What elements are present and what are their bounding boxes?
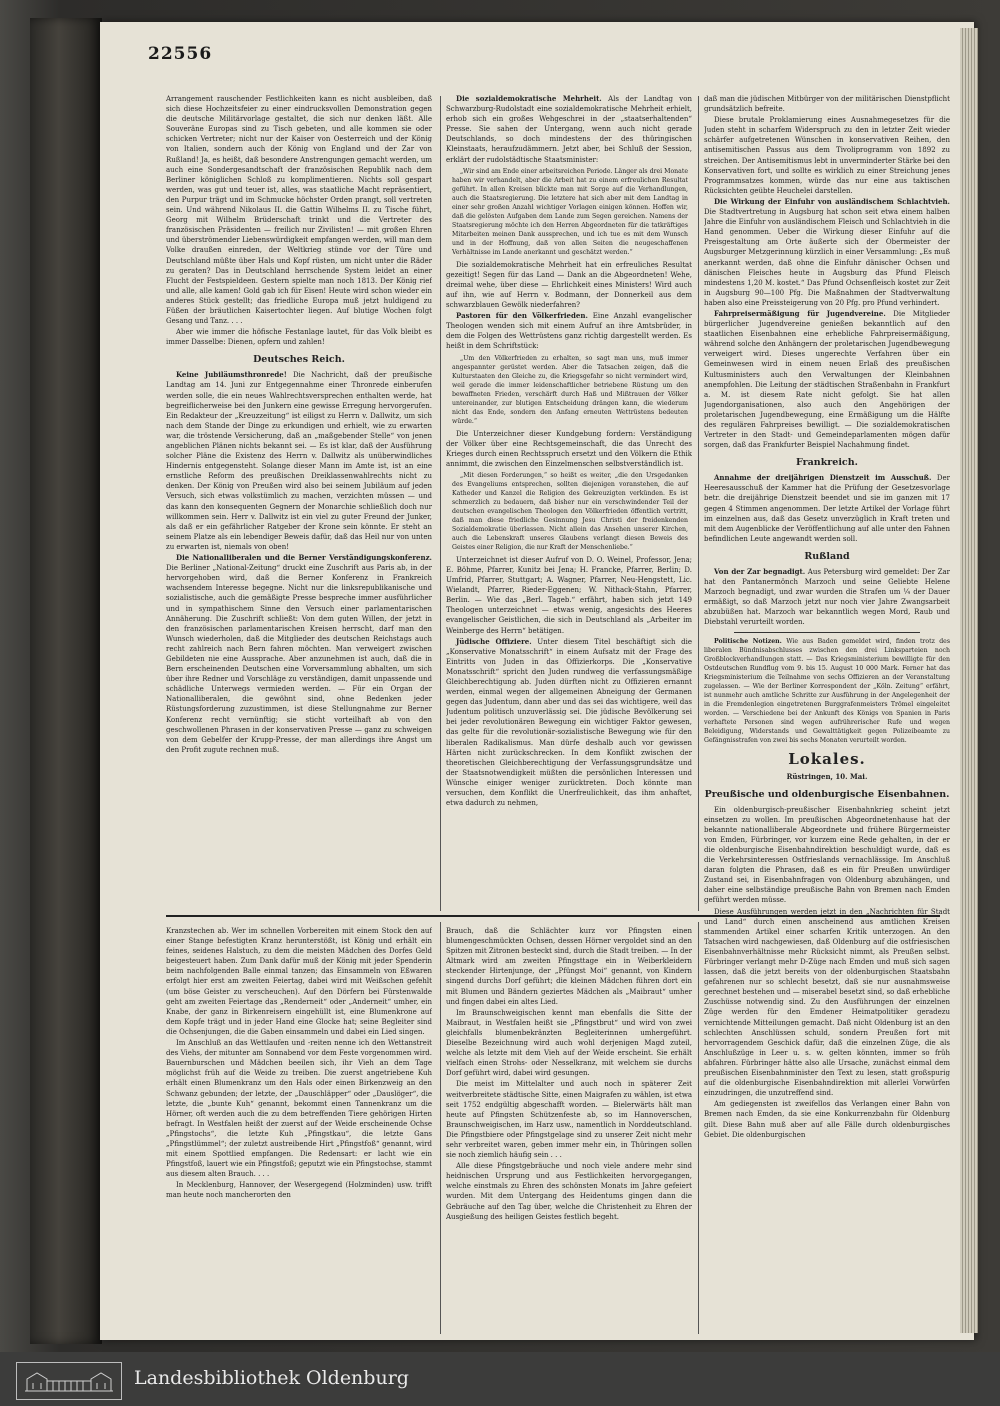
article-text: Ein oldenburgisch-preußischer Eisenbahnkrieg scheint jetzt einsetzen zu wollen. Im preußischen Abgeordnetenhause hat der bekannte nationalliberale Abgeordnete und frühere Bürgermeister von Emden, Fürbringer, vor kurzem eine Rede gehalten, in der er die oldenburgische Eisenbahndirektion beschuldigt wurde, daß es die Verkehrsinteressen Ostfrieslands vernachlässige. Im Anschluß daran folgten die Phrasen, daß es ein für Preußen unwürdiger Zustand sei, in Eisenbahnfragen von Oldenburg abzuhängen, und daher eine selbständige preußische Bahn von Bremen nach Emden geführt werden müsse. (704, 805, 950, 905)
article-text: Kranzstechen ab. Wer im schnellen Vorbereiten mit einem Stock den auf einer Stange befestigten Kranz herunterstößt, ist König und erhält ein feines, seidenes Halstuch, zu dem die meisten Mädchen des Dorfes Geld beigesteuert haben. Zum Dank dafür muß der König mit jeder Spenderin beim nachfolgenden Balle einmal tanzen; das Einsammeln von Eßwaren erfolgt hier erst am zweiten Feiertag, dabei wird mit Weißschen gefehlt (um böse Geister zu verscheuchen). Auf den Dörfern bei Fürstenwalde geht am zweiten Feiertage das „Renderneit“ oder „Anderneit“ umher, ein Knabe, der ganz in Birkenreisern eingehüllt ist, eine Blumenkrone auf dem Kopfe trägt und in jeder Hand eine Glocke hat; seine Begleiter sind die Ochsenjungen, die die Gaben einsammeln und dabei ein Lied singen. (166, 927, 432, 1036)
column-divider (698, 922, 699, 1334)
article-text: Brauch, daß die Schlächter kurz vor Pfingsten einen blumengeschmückten Ochsen, dessen Hörner vergoldet sind an den Spitzen mit Zitronen besteckt sind, durch die Stadt treiben. — In der Altmark wird am zweiten Pfingsttage ein in Weiberkleidern steckender Hirtenjunge, der „Pfüngst Moi“ genannt, von Kindern singend durchs Dorf geführt; die kleinen Mädchen führen dort ein mit Blumen und Bändern geziertes Mädchen als „Maibraut“ umher und fingen dabei ein altes Lied. (446, 927, 692, 1006)
article-paragraph (446, 311, 692, 351)
notes-paragraph (704, 637, 950, 745)
article-text: Preußische und oldenburgische Eisenbahnen. (704, 788, 950, 800)
article-subheading: Die sozialdemokratische Mehrheit. (456, 94, 602, 103)
article-text: „Mit diesen Forderungen,“ so heißt es weiter, „die den Ursgedanken des Evangeliums entsprechen, sollten diejenigen voranstehen, die auf Katheder und Kanzel die Religion des Gekreuzigten verkünden. Es ist schmerzlich zu bedauern, daß bisher nur ein verschwindender Teil der deutschen evangelischen Theologen den Völkerfrieden öffentlich vertritt, daß man diese friedliche Gesinnung Jesu Christi der freidenkenden Sozialdemokratie überlassen. Nicht allein das Ansehen unserer Kirchen, auch die Lebenskraft unseres Glaubens verlangt diesen Beweis des Geistes einer Religion, die nur Kraft der Menschenliebe.“ (452, 471, 688, 551)
library-logo (16, 1362, 122, 1400)
quoted-paragraph (452, 471, 688, 552)
article-text: Die Berliner „National-Zeitung“ druckt eine Zuschrift aus Paris ab, in der hervorgehoben wird, daß die Berner Konferenz in Frankreich wachsendem Interesse begegne. Nicht nur die linksrepublikanische und sozialistische, auch die gemäßigte Presse bespreche immer ausführlicher und in sympathischem Sinne den Versuch einer parlamentarischen Annäherung. Die Zuschrift schließt: Von dem guten Willen, der jetzt in den französischen parlamentarischen Kreisen herrscht, darf man den Wunsch wiederholen, daß die Mitglieder des deutschen Reichstags auch recht zahlreich nach Bern fahren möchten. Man verweigert zwischen Gebildeten nie eine Aussprache. Aber anzunehmen ist auch, daß die in Bern erscheinenden Deutschen eine Vorversammlung abhalten, um sich über ihre Redner und Vorschläge zu verständigen, damit unpassende und schädliche Unterwegs vermieden werden. — Für ein Organ der Nationalliberalen, die gewöhnt sind, ohne Bedenken jeder Rüstungsforderung zuzustimmen, ist diese Stellungnahme zur Berner Konferenz recht vernünftig; sie sticht vorteilhaft ab von den geschwollenen Phrasen in der konservativen Presse — ganz zu schweigen von dem Gebelfer der Krupp-Presse, der man allerdings ihre Angst um den Profit zugute rechnen muß. (166, 564, 432, 754)
column-1-top (166, 94, 432, 912)
article-text: Im Braunschweigischen kennt man ebenfalls die Sitte der Maibraut, in Westfalen heißt sie „Pfingstbrut“ und wird von zwei gleichfalls blumenbekränzten Begleiterinnen umhergeführt. Dieselbe Bezeichnung wird auch wohl derjenigen Magd zuteil, welche als letzte mit dem Vieh auf der Weide erscheint. Sie erhält vielfach einen Strohs- oder Nesselkranz, mit welchem sie durchs Dorf geführt wird, dabei wird gesungen. (446, 1008, 692, 1078)
article-text: Unterzeichnet ist dieser Aufruf von D. O. Weinel, Professor, Jena; E. Böhme, Pfarrer, Kunitz bei Jena; H. Francke, Pfarrer, Berlin; D. Umfrid, Pfarrer, Stuttgart; A. Wagner, Pfarrer, Neu-Hengstett, Lic. Wielandt, Pfarrer, Rieder-Eggenen; W. Nithack-Stahn, Pfarrer, Berlin. — Wie das „Berl. Tageb.“ erfährt, haben sich jetzt 149 Theologen unterzeichnet — etwas wenig, angesichts des Heeres evangelischer Geistlichen, die sich in Deutschland als „Arbeiter im Weinberge des Herrn“ betätigen. (446, 555, 692, 635)
article-text: Deutsches Reich. (253, 354, 345, 366)
article-subheading: Fahrpreisermäßigung für Jugendvereine. (714, 308, 886, 318)
footer-bar (0, 1352, 1000, 1406)
quoted-paragraph (452, 167, 688, 257)
article-text: „Wir sind am Ende einer arbeitsreichen Periode. Länger als drei Monate haben wir verhandelt, aber die Arbeit hat zu einem erfreulichen Resultat geführt. In allen Kreisen blickte man mit Sorge auf die Verhandlungen, auch die Staatsregierung. Die letztere hat sich aber mit dem Landtag in einer sehr großen Anzahl wichtiger Vorlagen einigen können. Hoffen wir, daß die gelösten Aufgaben dem Lande zum Segen gereichen. Namens der Staatsregierung möchte ich den Herren Abgeordneten für die tatkräftiges Mitarbeiten meinen Dank aussprechen, und ich tue es mit dem Wunsch und in der Hoffnung, daß von allen Seiten die neugeschaffenen Verhältnisse im Lande anerkannt und geschätzt werden.“ (452, 167, 688, 256)
page-edges (960, 28, 978, 1333)
article-paragraph (704, 115, 950, 196)
article-paragraph (166, 370, 432, 552)
article-text: Im Anschluß an das Wettlaufen und -reiten nenne ich den Wettanstreit des Viehs, der mitunter am Sonnabend vor dem Feste vorgenommen wird. Bauernburschen und Mädchen beeilen sich, ihr Vieh an dem Tage möglichst früh auf die Weide zu treiben. Die zuerst angetriebene Kuh erhält einen Blumenkranz um den Hals oder einen Birkenzweig an den Schwanz gebunden; der letzte, der „Dauschläpper“ oder „Dauslöger“, die letzte, die „bunte Kuh“ genannt, bekommt einen Tannenkranz um die Hörner, oft werden auch die zu dem betreffenden Tiere gehörigen Hirten befragt. In Westfalen heißt der zuerst auf der Weide erscheinende Ochse „Pfingstochs“, die letzte Kuh „Pfingstkau“, die letzte Gans „Pfingstlümmel“; der zuletzt austreibende Hirt „Pfingstfoß“ genannt, wird mit einem Spottlied empfangen. Die Redensart: er lacht wie ein Pfingstfoß, lauert wie ein Pfingstfoß; geputzt wie ein Pfingstochse, stammt aus diesem alten Brauch. . . . (166, 1039, 432, 1179)
column-divider (440, 922, 441, 1334)
page-number: 22556 (148, 44, 213, 64)
dateline (704, 772, 950, 782)
article-text: Eine Anzahl evangelischer Theologen wenden sich mit einem Aufruf an ihre Amtsbrüder, in dem die Folgen des Wettrüstens ganz richtig dargestellt werden. Es heißt in dem Schriftstück: (446, 312, 692, 351)
article-text: Frankreich. (796, 457, 858, 469)
article-paragraph (446, 429, 692, 469)
article-text: Die Unterzeichner dieser Kundgebung fordern: Verständigung der Völker über eine Rechtsgemeinschaft, die das Unrecht des Krieges durch einen Rechtsspruch ersetzt und den Völkern die Ethik annimmt, die zwischen den Einzelmenschen selbstverständlich ist. (446, 429, 692, 468)
column-3 (704, 94, 950, 1334)
column-divider (698, 96, 699, 911)
article-text: Die sozialdemokratische Mehrheit hat ein erfreuliches Resultat gezeitigt! Segen für das Land — Dank an die Abgeordneten! Wehe, dreimal wehe, über diese — Ehrlichkeit eines Ministers! Wird auch auf ihn, wie auf Herrn v. Bodmann, der Donnerkeil aus dem schwarzblauen Gewölk niederfahren? (446, 260, 692, 310)
article-text: Wie aus Baden gemeldet wird, finden trotz des liberalen Bündnisabschlusses zwischen den drei Linksparteien noch Großblockverhandlungen statt. — Das Kriegsministerium bewilligte für den Ostdeutschen Rundflug vom 9. bis 15. August 10 000 Mark. Ferner hat das Kriegsministerium die Teilnahme von sechs Offizieren an der Veranstaltung zugelassen. — Wie der Berliner Korrespondent der „Köln. Zeitung“ erfährt, ist nunmehr auch amtliche Schritte zur Ausführung in der Angelegenheit der in die Fremdenlegion eingetretenen Burggrafenmeisters Trömel eingeleitet worden. — Verschiedene bei der Ankunft des Königs von Spanien in Paris verhaftete Personen sind wegen aufrührerischer Rufe und wegen Beleidigung, Widerstands und Gewalttätigkeit gegen Polizeibeamte zu Gefängnisstrafen von zwei bis sechs Monaten verurteilt worden. (704, 637, 950, 744)
article-text: Aber wie immer die höfische Festanlage lautet, für das Volk bleibt es immer Dasselbe: Dienen, opfern und zahlen! (166, 328, 432, 347)
article-subheading: Jüdische Offiziere. (456, 636, 532, 646)
section-title (704, 749, 950, 769)
article-paragraph (446, 260, 692, 310)
article-paragraph (704, 309, 950, 450)
article-text: Die Stadtvertretung in Augsburg hat schon seit etwa einem halben Jahre die Einfuhr von ausländischem Fleisch und Schlachtvieh in die Hand genommen. Ueber die Wirkung dieser Einfuhr auf die Preisgestaltung am Orte äußerte sich der Obermeister der Augsburger Metzgerinnung kürzlich in einer Versammlung: „Es muß anerkannt werden, daß ohne die Einfuhr dänischer Ochsen und dänischen Fleisches heute in Augsburg das Pfund Fleisch mindestens 1,20 M. kostet.“ Das Pfund Ochsenfleisch kostet zur Zeit in Augsburg 90—100 Pfg. Die Maßnahmen der Stadtverwaltung haben also eine Preissteigerung von 20 Pfg. pro Pfund verhindert. (704, 208, 950, 307)
article-text: Arrangement rauschender Festlichkeiten kann es nicht ausbleiben, daß sich diese Hochzeitsfeier zu einer eindrucksvollen Demonstration gegen die deutsche Militärvorlage gestaltet, die sich nur denken läßt. Alle Souveräne Europas sind zu Tisch gebeten, und alle kommen sie oder schicken Vertreter; nicht nur der Kaiser von Oesterreich und der König von Italien, sondern auch der König von England und der Zar von Rußland! Ja, es heißt, daß besondere Anstrengungen gemacht werden, um auch eine Sondergesandtschaft der französischen Republik nach dem Berliner königlichen Schloß zu komplimentieren. Nichts soll gespart werden, was gut und teuer ist, alles, was staatliche Macht repräsentiert, den Purpur trägt und im Schmucke höchster Orden prangt, soll vertreten sein. Und während Nikolaus II. die Gattin Wilhelms II. zu Tische führt, Georg mit Wilhelm Brüderschaft trinkt und die Vertreter des französischen Präsidenten — freilich nur Zivilisten! — mit großen Ehren und überströmender Liebenswürdigkeit empfangen werden, will man dem Volke draußen einreden, der Weltkrieg stünde vor der Türe und Deutschland müßte über Hals und Kopf rüsten, um nicht unter die Räder zu geraten? Das in Deutschland herrschende System leidet an einer Flucht der Festspieldeen. Gestern spielte man noch 1813. Der König rief und alle, alle kamen! Gold gab ich für Eisen! Heute wird schon wieder ein anderes Stück gestellt; das friedliche Europa muß jetzt huldigend zu Füßen der bräutlichen Kaisertochter liegen. Auf blutige Wochen folgt Gesang und Tanz. . . . (166, 95, 432, 326)
article-paragraph (446, 1161, 692, 1222)
article-text: Alle diese Pfingstgebräuche und noch viele andere mehr sind heidnischen Ursprung und aus Festlichkeiten hervorgegangen, welche einstmals zu Ehren des schönsten Monats im Jahre gefeiert wurden. Mit dem Untergang des Heidentums gingen dann die Gebräuche auf den Tag über, welche die Christenheit zu Ehren der Ausgießung des heiligen Geistes festlich begeht. (446, 1162, 692, 1221)
section-heading (704, 550, 950, 563)
column-2-bottom (446, 926, 692, 1334)
article-text: daß man die jüdischen Mitbürger von der militärischen Dienstpflicht grundsätzlich befreite. (704, 95, 950, 114)
article-paragraph (166, 553, 432, 755)
column-2-top (446, 94, 692, 912)
article-paragraph (166, 1038, 432, 1179)
article-text: Diese brutale Proklamierung eines Ausnahmegesetzes für die Juden steht in scharfem Widerspruch zu den in letzter Zeit wieder schärfer aufgetretenen Wünschen in konservativen Reihen, den antisemitischen Passus aus dem Tivoliprogramm von 1892 zu streichen. Der Antisemitismus lebt in unverminderter Stärke bei den Konservativen fort, und sollte es wirklich zu einer Streichung jenes Programmsatzes kommen, würde das nur eine aus taktischen Rücksichten geübte Heuchelei darstellen. (704, 116, 950, 195)
article-subheading: Die Wirkung der Einfuhr von ausländischem Schlachtvieh. (714, 196, 950, 206)
library-name: Landesbibliothek Oldenburg (134, 1367, 409, 1389)
article-text: Lokales. (788, 749, 866, 768)
article-paragraph (166, 94, 432, 326)
article-paragraph (446, 1008, 692, 1079)
column-1-bottom (166, 926, 432, 1334)
article-paragraph (704, 907, 950, 1099)
article-text: Die Mitglieder bürgerlicher Jugendvereine genießen bekanntlich auf den staatlichen Eisenbahnen eine erhebliche Fahrpreisermäßigung, während solche den Anhängern der proletarischen Jugendbewegung verweigert wird. Dieses ungerechte Verfahren über ein Gemeinwesen wird in einem neuen Erlaß des preußischen Kultusministers auch den Verwaltungen der Kleinbahnen anempfohlen. Die Leitung der städtischen Straßenbahn in Frankfurt a. M. ist diesem Rate nicht gefolgt. Sie hat allen Jugendorganisationen, also auch den Angehörigen der proletarischen Jugendbewegung, eine Ermäßigung um die Hälfte des regulären Fahrpreises bewilligt. — Die sozialdemokratischen Vertreter in den Stadt- und Gemeindeparlamenten mögen dafür sorgen, daß das Frankfurter Beispiel Nachahmung findet. (704, 309, 950, 450)
article-paragraph (704, 567, 950, 628)
article-paragraph (446, 637, 692, 809)
article-paragraph (446, 926, 692, 1007)
article-paragraph (704, 94, 950, 114)
building-icon (23, 1369, 115, 1393)
article-text: Aus Petersburg wird gemeldet: Der Zar hat den Pantanermönch Marzoch und seine Geliebte Helene Marzoch begnadigt, und zwar wurden die Strafen um ¼ der Dauer ermäßigt, so daß Marzoch jetzt nur noch vier Jahre Zwangsarbeit abzubüßen hat. Marzoch war bekanntlich wegen Mord, Raub und Diebstahl verurteilt worden. (704, 567, 950, 627)
article-subheading: Die Nationalliberalen und die Berner Verständigungskonferenz. (176, 553, 432, 563)
book-binding (30, 18, 102, 1344)
article-paragraph (704, 1099, 950, 1139)
article-text: Unter diesem Titel beschäftigt sich die „Konservative Monatsschrift“ in einem Aufsatz mit der Frage des Eintritts von Juden in das Offizierkorps. Die „Konservative Monatsschrift“ spricht den Juden rundweg die verfassungsmäßige Gleichberechtigung ab. Juden dürften nicht zu Offizieren ernannt werden, einmal wegen der allgemeinen Abneigung der Germanen gegen das Judentum, dann aber und das sei das wichtigere, weil das Judentum politisch unzuverlässig sei. Die jüdische Bevölkerung sei bei jeder revolutionären Bewegung ein wichtiger Faktor gewesen, das gelte für die revolutionär-sozialistische Bewegung wie für den liberalen Radikalismus. Man dürfe deshalb auch vor gewissen Härten nicht zurückschrecken. In dem Konflikt zwischen der theoretischen Gleichberechtigung der Verfassungsgrundsätze und der Staatsnotwendigkeit müßten die persönlichen Interessen und Wünsche einiger weniger zurücktreten. Doch könnte man versuchen, dem Konflikt die Unerfreulichkeit, das ihm anhaftet, etwa dadurch zu nehmen, (446, 637, 692, 808)
article-paragraph (704, 473, 950, 544)
article-paragraph (446, 555, 692, 636)
article-subheading: Keine Jubiläumsthronrede! (176, 370, 287, 380)
article-text: Die meist im Mittelalter und auch noch in späterer Zeit weitverbreitete städtische Sitte, einen Maigrafen zu wählen, ist etwa seit 1752 endgültig abgeschafft worden. — Bielerwärts hält man heute auf Pfingsten Schützenfeste ab, so im Hannoverschen, Braunschweigischen, im Harz usw., namentlich in Norddeutschland. Die Pfingstbiere oder Pfingstgelage sind zu unserer Zeit nicht mehr sehr verbreitet waren, geben immer mehr ein, in Thüringen sollen sie noch ziemlich häufig sein . . . (446, 1080, 692, 1160)
article-subheading: Annahme der dreijährigen Dienstzeit im Ausschuß. (714, 473, 932, 483)
article-text: Der Heeresausschuß der Kammer hat die Prüfung der Gesetzesvorlage betr. die dreijährige Dienstzeit beendet und sie im ganzen mit 17 gegen 4 Stimmen angenommen. Der letzte Artikel der Vorlage führt im einzelnen aus, daß das Gesetz unverzüglich in Kraft treten und mit dem Augenblicke der Veröffentlichung auf alle unter den Fahnen befindlichen Leute angewandt werden soll. (704, 474, 950, 543)
article-paragraph (166, 1180, 432, 1200)
article-text: Rußland (804, 550, 850, 562)
article-paragraph (166, 926, 432, 1037)
article-paragraph (704, 197, 950, 308)
article-paragraph (446, 94, 692, 165)
article-text: „Um den Völkerfrieden zu erhalten, so sagt man uns, muß immer angespannter gerüstet werden. Aber die Tatsachen zeigen, daß die Kulturstaaten den Gleiche zu, die Kriegsgefahr so nicht vermindert wird, weil gerade die immer leidenschaftlicher betriebene Rüstung um den bewaffneten Frieden, verschärft durch Haß und Mißtrauen der Völker untereinander, zur blutigen Entscheidung drängen kann, die wiederum nicht das Ende, sondern den Anfang erneuten Wettrüstens bedeuten würde.“ (452, 354, 688, 425)
article-text: Diese Ausführungen werden jetzt in den „Nachrichten für Stadt und Land“ durch einen anscheinend aus amtlichen Kreisen stammenden Artikel einer scharfen Kritik unterzogen. An den Tatsachen wird nachgewiesen, daß Oldenburg auf die ostfriesischen Eisenbahnverhältnisse mehr Rücksicht nimmt, als Preußen selbst. Fürbringer verlangt mehr D-Züge nach Emden und muß sich sagen lassen, daß die jetzt bereits von der oldenburgischen Staatsbahn gefahrenen nur so schlecht besetzt, daß sie nur ausnahmsweise gerechnet bestehen und — miserabel besetzt sind, so daß erhebliche Zuschüsse notwendig sind. Zu den Ausführungen der einzelnen Züge werden für den Emdener Heimatpolitiker geradezu vernichtende Mitteilungen gemacht. Daß nicht Oldenburg ist an den schlechten Anschlüssen schuld, sondern Preußen fort mit hervorragendem Geschick dafür, daß die einzelnen Züge, die als Anschlußzüge in Leer u. s. w. gelten könnten, immer so früh abfahren. Fürbringer hätte also alle Ursache, zunächst einmal dem preußischen Eisenbahnminister den Text zu lesen, statt großspurig auf die oldenburgische Eisenbahndirektion mit allerlei Vorwürfen einzudringen, die unzutreffend sind. (704, 907, 950, 1098)
column-divider (440, 96, 441, 911)
section-heading (704, 456, 950, 469)
article-paragraph (446, 1079, 692, 1160)
article-paragraph (166, 327, 432, 347)
article-text: Als der Landtag von Schwarzburg-Rudolstadt eine sozialdemokratische Mehrheit erhielt, erhob sich ein großes Wehgeschrei in der „staatserhaltenden“ Presse. Sie sahen der Untergang, wenn auch nicht gerade Deutschlands, so doch mindestens der des thüringischen Kleinstaats, heraufzudämmern. Jetzt aber, bei Schluß der Session, erklärt der rudolstädtische Staatsminister: (446, 95, 692, 164)
article-text: Die Nachricht, daß der preußische Landtag am 14. Juni zur Entgegennahme einer Thronrede einberufen werden solle, die ein neues Wahlrechtsversprechen enthalten werde, hat begreiflicherweise bei den Junkern eine gewisse Erregung hervorgerufen. Ein Redakteur der „Kreuzzeitung“ ist eiligst zu Herrn v. Dallwitz, um sich nach dem Stande der Dinge zu erkundigen und erhielt, wie zu erwarten war, die tröstende Versicherung, daß an „maßgebender Stelle“ von jenen angeblichen Plänen nichts bekannt sei. — Es ist klar, daß der Ausführung solcher Pläne die Existenz des Herrn v. Dallwitz als unüberwindliches Hindernis entgegensteht. Solange dieser Mann im Amte ist, ist an eine ernstliche Reform des preußischen Dreiklassenwahlrechts nicht zu denken. Der König von Preußen wird also bei seinem Jubiläum auf jeden Versuch, sich etwas volkstümlich zu machen, verzichten müssen — und das kann den konsequenten Gegnern der Monarchie schließlich doch nur willkommen sein. Herr v. Dallwitz ist ein viel zu guter Freund der Junker, als daß er ein gefährlicher Ratgeber der Krone sein könnte. Er steht an seinem Platze als ein lebendiger Beweis dafür, daß das Heil nur von unten zu erwarten ist, niemals von oben! (166, 371, 432, 551)
section-heading (704, 788, 950, 801)
article-text: Rüstringen, 10. Mai. (786, 771, 868, 781)
article-paragraph (704, 805, 950, 906)
section-heading (166, 353, 432, 366)
quoted-paragraph (452, 354, 688, 426)
article-text: Am gediegensten ist zweifellos das Verlangen einer Bahn von Bremen nach Emden, da sie eine Konkurrenzbahn für Oldenburg gilt. Diese Bahn muß aber auf alle Fälle durch oldenburgisches Gebiet. Die oldenburgischen (704, 1100, 950, 1139)
article-subheading: Von der Zar begnadigt. (714, 566, 806, 576)
article-text: In Mecklenburg, Hannover, der Wesergegend (Holzminden) usw. trifft man heute noch mancherorten den (166, 1181, 432, 1200)
article-subheading: Pastoren für den Völkerfrieden. (456, 311, 588, 321)
article-subheading: Politische Notizen. (714, 637, 782, 645)
rule-divider (734, 632, 920, 633)
